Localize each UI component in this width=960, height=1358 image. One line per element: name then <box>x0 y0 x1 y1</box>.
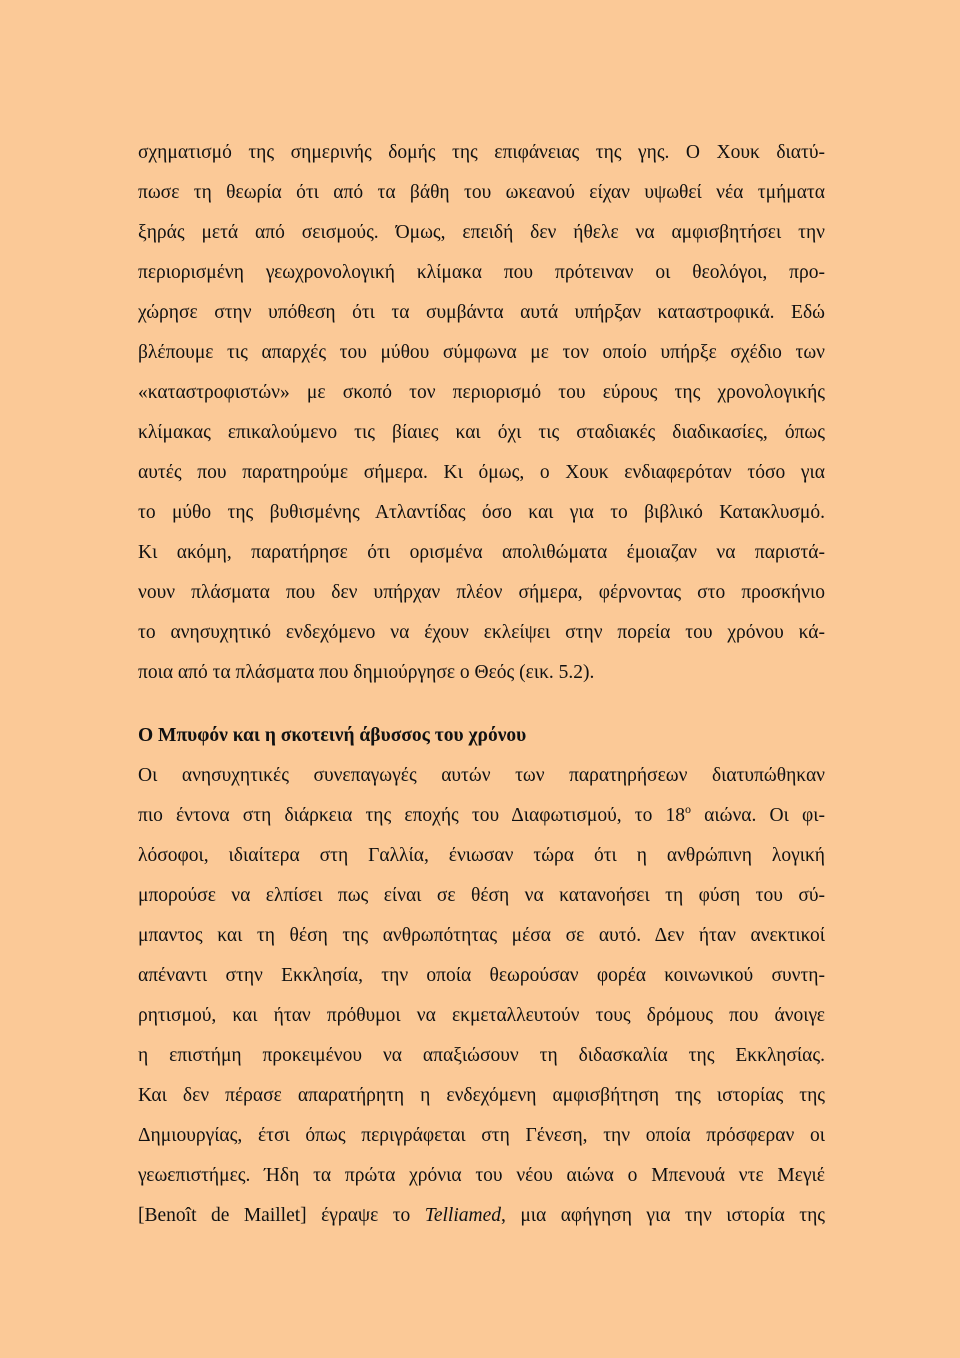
paragraph-1-line-3: ξηράς μετά από σεισμούς. Όμως, επειδή δεν ήθελε να αμφισβητήσει την <box>138 222 825 243</box>
paragraph-2-line-8: η επιστήμη προκειμένου να απαξιώσουν τη διδασκαλία της Εκκλησίας. <box>138 1045 825 1066</box>
paragraph-2-line-2 <box>138 801 825 831</box>
paragraph-1-line-1: σχηματισμό της σημερινής δομής της επιφάνειας της γης. Ο Χουκ διατύ- <box>138 142 825 163</box>
paragraph-1-line-11: Κι ακόμη, παρατήρησε ότι ορισμένα απολιθώματα έμοιαζαν να παριστά- <box>138 542 825 563</box>
paragraph-2-line-2-text-a: πιο έντονα στη διάρκεια της εποχής του Διαφωτισμού, το 18 <box>138 805 686 826</box>
section-heading: Ο Μπυφόν και η σκοτεινή άβυσσος του χρόνου <box>138 725 527 746</box>
paragraph-2-line-3: λόσοφοι, ιδιαίτερα στη Γαλλία, ένιωσαν τώρα ότι η ανθρώπινη λογική <box>138 845 825 866</box>
paragraph-2-line-4: μπορούσε να ελπίσει πως είναι σε θέση να κατανοήσει τη φύση του σύ- <box>138 885 825 906</box>
paragraph-1-line-6: βλέπουμε τις απαρχές του μύθου σύμφωνα με τον οποίο υπήρξε σχέδιο των <box>138 342 825 363</box>
paragraph-2-line-12-text-a: [Benoît de Maillet] έγραψε το <box>138 1205 425 1226</box>
paragraph-1-line-8: κλίμακας επικαλούμενο τις βίαιες και όχι τις σταδιακές διαδικασίες, όπως <box>138 422 825 443</box>
paragraph-1-line-14: ποια από τα πλάσματα που δημιούργησε ο Θεός (εικ. 5.2). <box>138 662 595 683</box>
paragraph-2-line-6: απέναντι στην Εκκλησία, την οποία θεωρούσαν φορέα κοινωνικού συντη- <box>138 965 825 986</box>
ordinal-superscript: ο <box>685 802 692 816</box>
paragraph-1-line-2: πωσε τη θεωρία ότι από τα βάθη του ωκεανού είχαν υψωθεί νέα τμήματα <box>138 182 825 203</box>
paragraph-2-line-1: Οι ανησυχητικές συνεπαγωγές αυτών των παρατηρήσεων διατυπώθηκαν <box>138 765 825 786</box>
paragraph-1-line-9: αυτές που παρατηρούμε σήμερα. Κι όμως, ο Χουκ ενδιαφερόταν τόσο για <box>138 462 825 483</box>
paragraph-1-line-10: το μύθο της βυθισμένης Ατλαντίδας όσο και για το βιβλικό Κατακλυσμό. <box>138 502 825 523</box>
book-title-italic: Telliamed <box>424 1205 501 1226</box>
paragraph-2-line-10: Δημιουργίας, έτσι όπως περιγράφεται στη Γένεση, την οποία πρόσφεραν οι <box>138 1125 825 1146</box>
paragraph-2-line-7: ρητισμού, και ήταν πρόθυμοι να εκμεταλλευτούν τους δρόμους που άνοιγε <box>138 1005 825 1026</box>
paragraph-2-line-9: Και δεν πέρασε απαρατήρητη η ενδεχόμενη αμφισβήτηση της ιστορίας της <box>138 1085 825 1106</box>
paragraph-2-line-11: γεωεπιστήμες. Ήδη τα πρώτα χρόνια του νέου αιώνα ο Μπενουά ντε Μεγιέ <box>138 1165 825 1186</box>
paragraph-1-line-4: περιορισμένη γεωχρονολογική κλίμακα που πρότειναν οι θεολόγοι, προ- <box>138 262 825 283</box>
paragraph-2-line-12-text-b: , μια αφήγηση για την ιστορία της <box>500 1205 825 1226</box>
paragraph-1-line-5: χώρησε στην υπόθεση ότι τα συμβάντα αυτά υπήρξαν καταστροφικά. Εδώ <box>138 302 825 323</box>
paragraph-1-line-13: το ανησυχητικό ενδεχόμενο να έχουν εκλείψει στην πορεία του χρόνου κά- <box>138 622 825 643</box>
paragraph-2-line-5: μπαντος και τη θέση της ανθρωπότητας μέσα σε αυτό. Δεν ήταν ανεκτικοί <box>138 925 825 946</box>
paragraph-1-line-12: νουν πλάσματα που δεν υπήρχαν πλέον σήμερα, φέρνοντας στο προσκήνιο <box>138 582 825 603</box>
paragraph-2-line-12 <box>138 1201 825 1231</box>
paragraph-1-line-7: «καταστροφιστών» με σκοπό τον περιορισμό του εύρους της χρονολογικής <box>138 382 825 403</box>
paragraph-2-line-2-text-b: αιώνα. Οι φι- <box>691 805 825 826</box>
